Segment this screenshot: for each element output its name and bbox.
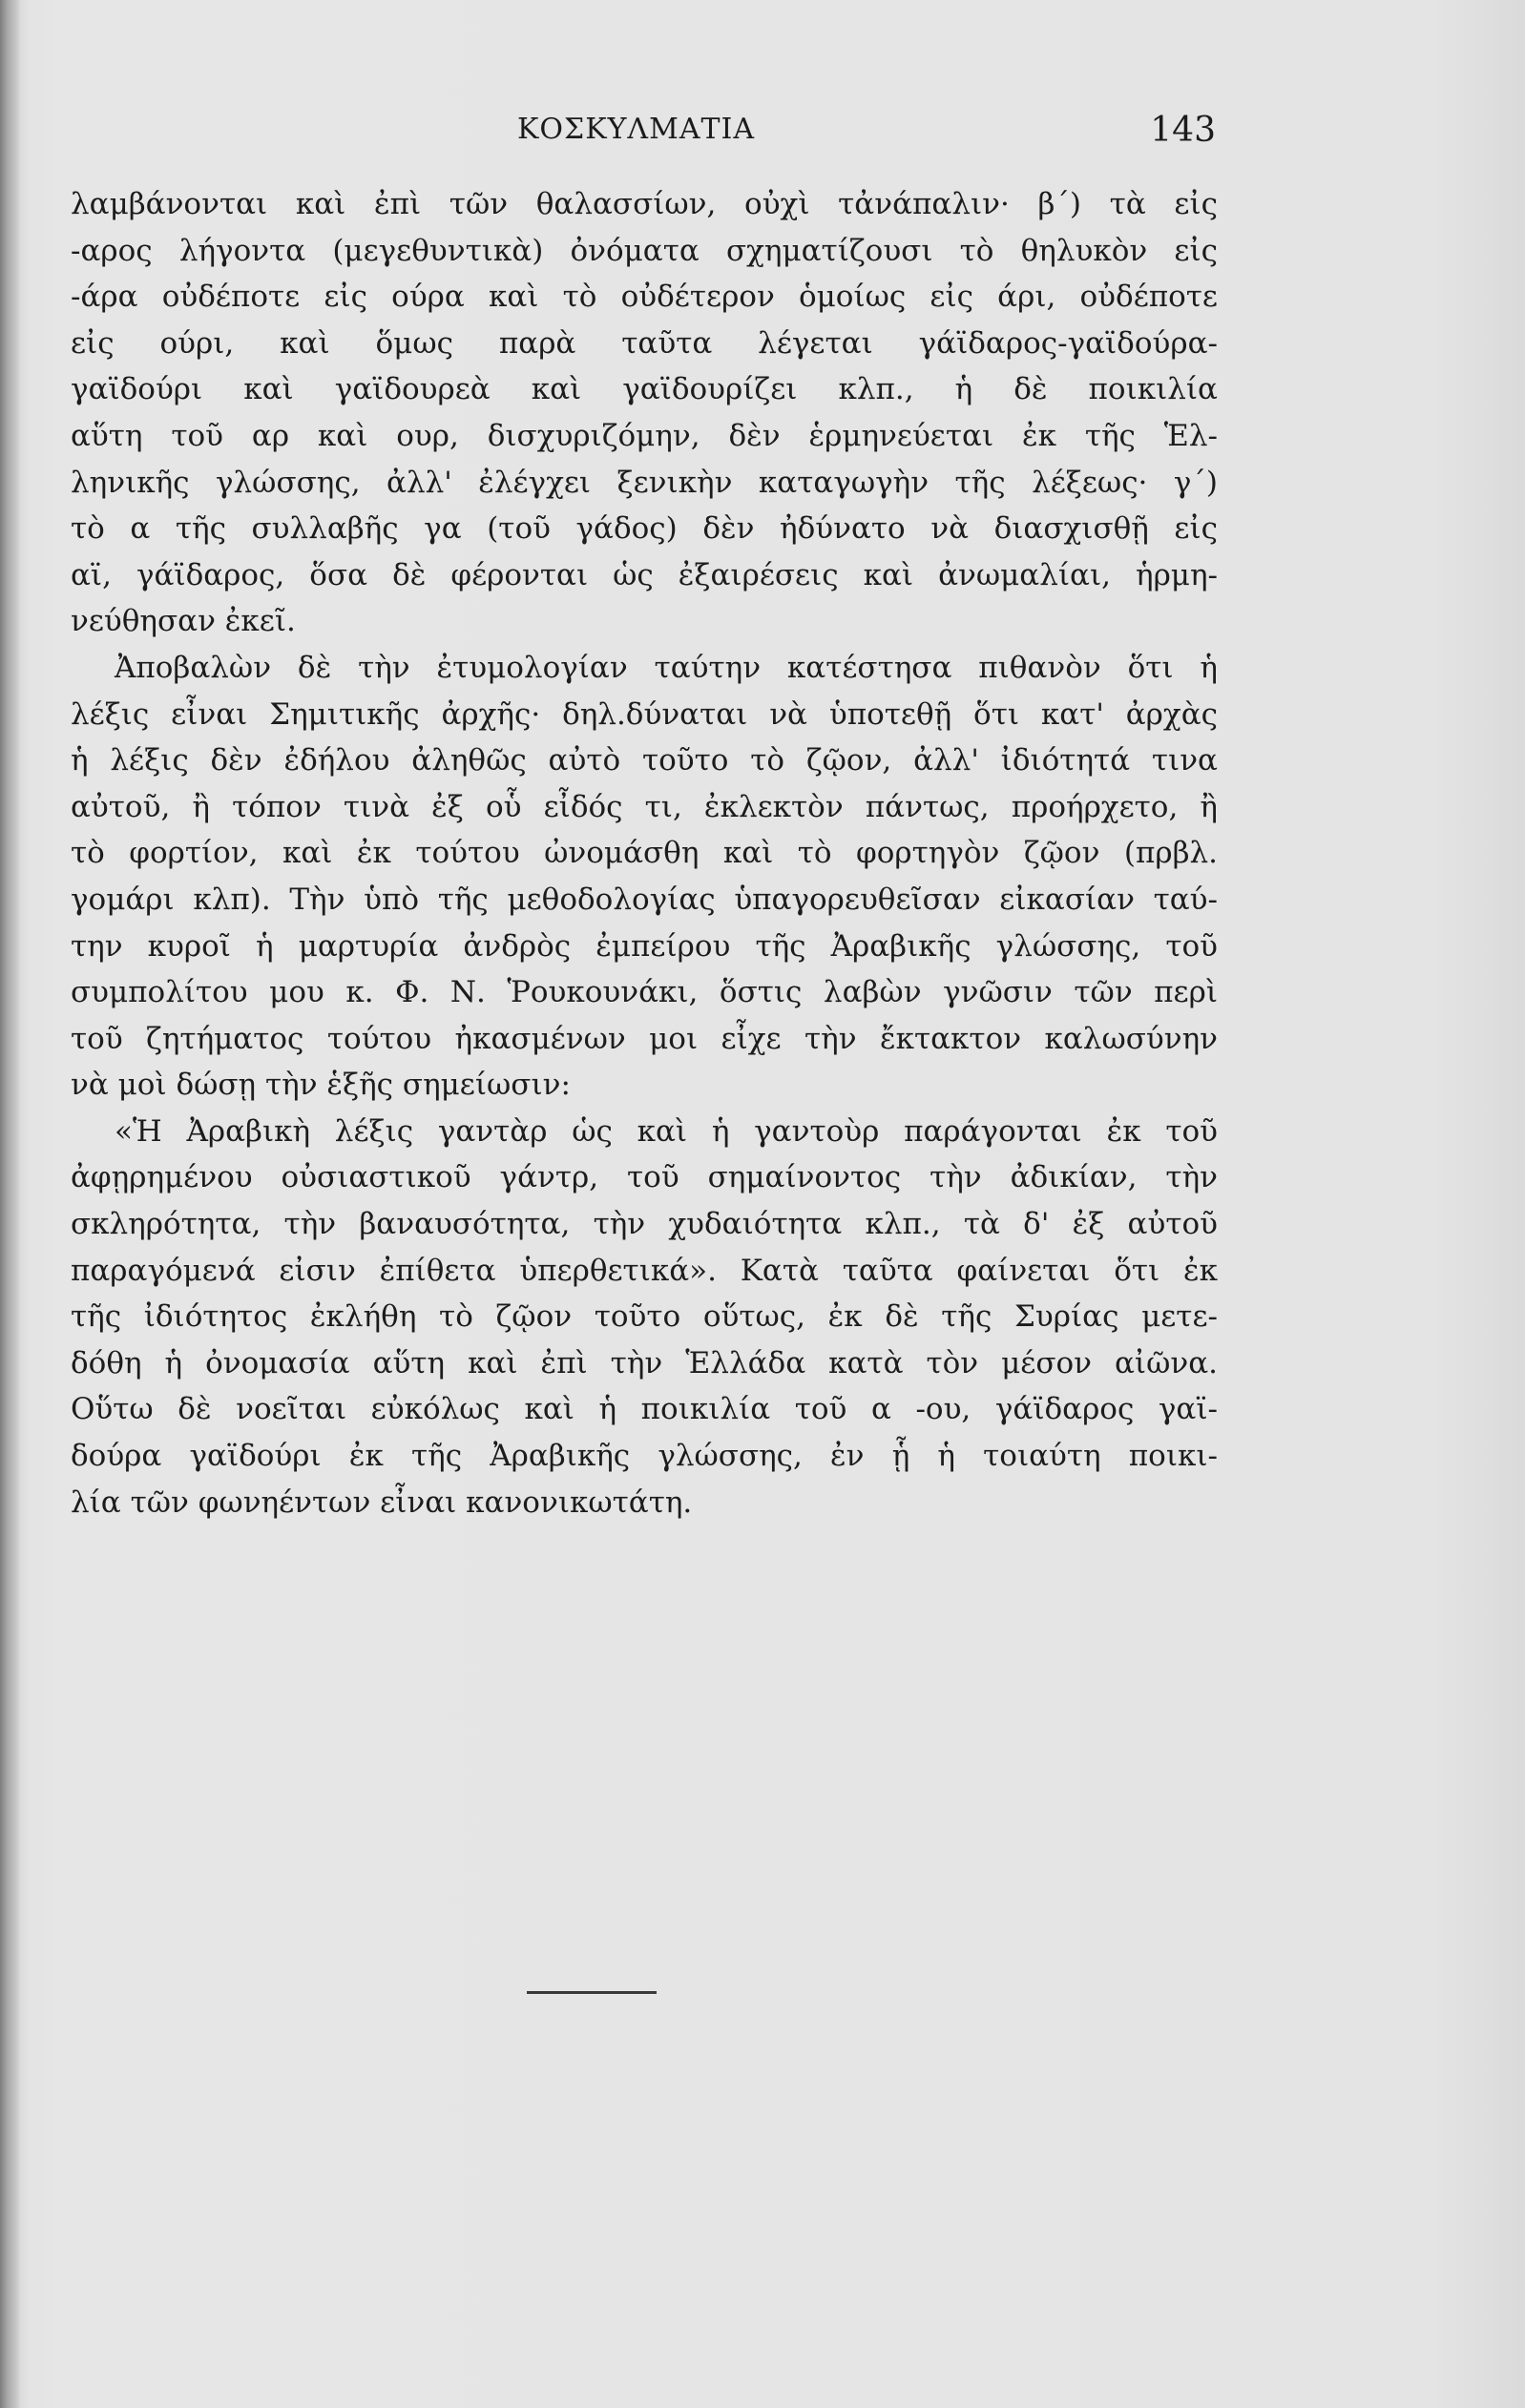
text-line: λέξις εἶναι Σημιτικῆς ἀρχῆς· δηλ.δύναται νὰ ὑποτεθῇ ὅτι κατ' ἀρχὰς	[71, 696, 1218, 732]
text-line: συμπολίτου μου κ. Φ. Ν. Ῥουκουνάκι, ὅστις λαβὼν γνῶσιν τῶν περὶ	[71, 975, 1218, 1010]
text-line: ἀφῃρημένου οὐσιαστικοῦ γάντρ, τοῦ σημαίνοντος τὴν ἀδικίαν, τὴν	[71, 1160, 1218, 1195]
text-line: αϊ, γάϊδαρος, ὅσα δὲ φέρονται ὡς ἐξαιρέσεις καὶ ἀνωμαλίαι, ἡρμη-	[71, 557, 1218, 592]
text-line: την κυροῖ ἡ μαρτυρία ἀνδρὸς ἐμπείρου τῆς Ἀραβικῆς γλώσσης, τοῦ	[71, 928, 1218, 964]
text-line: -άρα οὐδέποτε εἰς ούρα καὶ τὸ οὐδέτερον ὁμοίως εἰς άρι, οὐδέποτε	[71, 280, 1218, 315]
text-line: νεύθησαν ἐκεῖ.	[71, 604, 296, 639]
text-line: γαϊδούρι καὶ γαϊδουρεὰ καὶ γαϊδουρίζει κλπ., ἡ δὲ ποικιλία	[71, 372, 1218, 407]
text-line: δούρα γαϊδούρι ἐκ τῆς Ἀραβικῆς γλώσσης, ἐν ᾗ ἡ τοιαύτη ποικι-	[71, 1439, 1218, 1474]
text-line: αὐτοῦ, ἢ τόπον τινὰ ἐξ οὗ εἶδός τι, ἐκλεκτὸν πάντως, προήρχετο, ἢ	[71, 789, 1218, 824]
text-line: νὰ μοὶ δώσῃ τὴν ἑξῆς σημείωσιν:	[71, 1068, 571, 1103]
running-head: ΚΟΣΚΥΛΜΑΤΙΑ	[517, 113, 756, 146]
text-line: εἰς ούρι, καὶ ὅμως παρὰ ταῦτα λέγεται γάϊδαρος-γαϊδούρα-	[71, 325, 1218, 361]
body-text	[71, 181, 1218, 1526]
text-line: Ἀποβαλὼν δὲ τὴν ἐτυμολογίαν ταύτην κατέστησα πιθανὸν ὅτι ἡ	[115, 650, 1218, 685]
text-line: παραγόμενά εἰσιν ἐπίθετα ὑπερθετικά». Κατὰ ταῦτα φαίνεται ὅτι ἐκ	[71, 1253, 1218, 1288]
text-line: ἡ λέξις δὲν ἐδήλου ἀληθῶς αὐτὸ τοῦτο τὸ ζῷον, ἀλλ' ἰδιότητά τινα	[71, 743, 1218, 778]
text-line: τὸ α τῆς συλλαβῆς γα (τοῦ γάδος) δὲν ἠδύνατο νὰ διασχισθῇ εἰς	[71, 511, 1218, 547]
text-line: «Ἡ Ἀραβικὴ λέξις γαντὰρ ὡς καὶ ἡ γαντοὺρ παράγονται ἐκ τοῦ	[115, 1113, 1218, 1149]
section-end-rule	[527, 1991, 657, 1994]
binding-edge-shadow	[0, 0, 21, 2408]
text-line: τὸ φορτίον, καὶ ἐκ τούτου ὠνομάσθη καὶ τὸ φορτηγὸν ζῷον (πρβλ.	[71, 836, 1218, 871]
text-line: λία τῶν φωνηέντων εἶναι κανονικωτάτη.	[71, 1484, 693, 1520]
page-header	[71, 113, 1216, 160]
text-line: αὕτη τοῦ αρ καὶ ουρ, δισχυριζόμην, δὲν ἑρμηνεύεται ἐκ τῆς Ἑλ-	[71, 418, 1218, 453]
page-number: 143	[1150, 111, 1216, 150]
text-line: τῆς ἰδιότητος ἐκλήθη τὸ ζῷον τοῦτο οὕτως, ἐκ δὲ τῆς Συρίας μετε-	[71, 1299, 1218, 1335]
text-line: -αρος λήγοντα (μεγεθυντικὰ) ὀνόματα σχηματίζουσι τὸ θηλυκὸν εἰς	[71, 233, 1218, 268]
text-line: ληνικῆς γλώσσης, ἀλλ' ἐλέγχει ξενικὴν καταγωγὴν τῆς λέξεως· γ΄)	[71, 465, 1218, 500]
text-line: λαμβάνονται καὶ ἐπὶ τῶν θαλασσίων, οὐχὶ τἀνάπαλιν· β΄) τὰ εἰς	[71, 187, 1218, 221]
text-line: γομάρι κλπ). Τὴν ὑπὸ τῆς μεθοδολογίας ὑπαγορευθεῖσαν εἰκασίαν ταύ-	[71, 882, 1218, 917]
text-line: σκληρότητα, τὴν βαναυσότητα, τὴν χυδαιότητα κλπ., τὰ δ' ἐξ αὐτοῦ	[71, 1207, 1218, 1242]
text-line: δόθη ἡ ὀνομασία αὕτη καὶ ἐπὶ τὴν Ἑλλάδα κατὰ τὸν μέσον αἰῶνα.	[71, 1345, 1218, 1380]
text-line: τοῦ ζητήματος τούτου ἠκασμένων μοι εἶχε τὴν ἔκτακτον καλωσύνην	[71, 1021, 1218, 1056]
text-line: Οὕτω δὲ νοεῖται εὐκόλως καὶ ἡ ποικιλία τοῦ α -ου, γάϊδαρος γαϊ-	[71, 1392, 1218, 1427]
